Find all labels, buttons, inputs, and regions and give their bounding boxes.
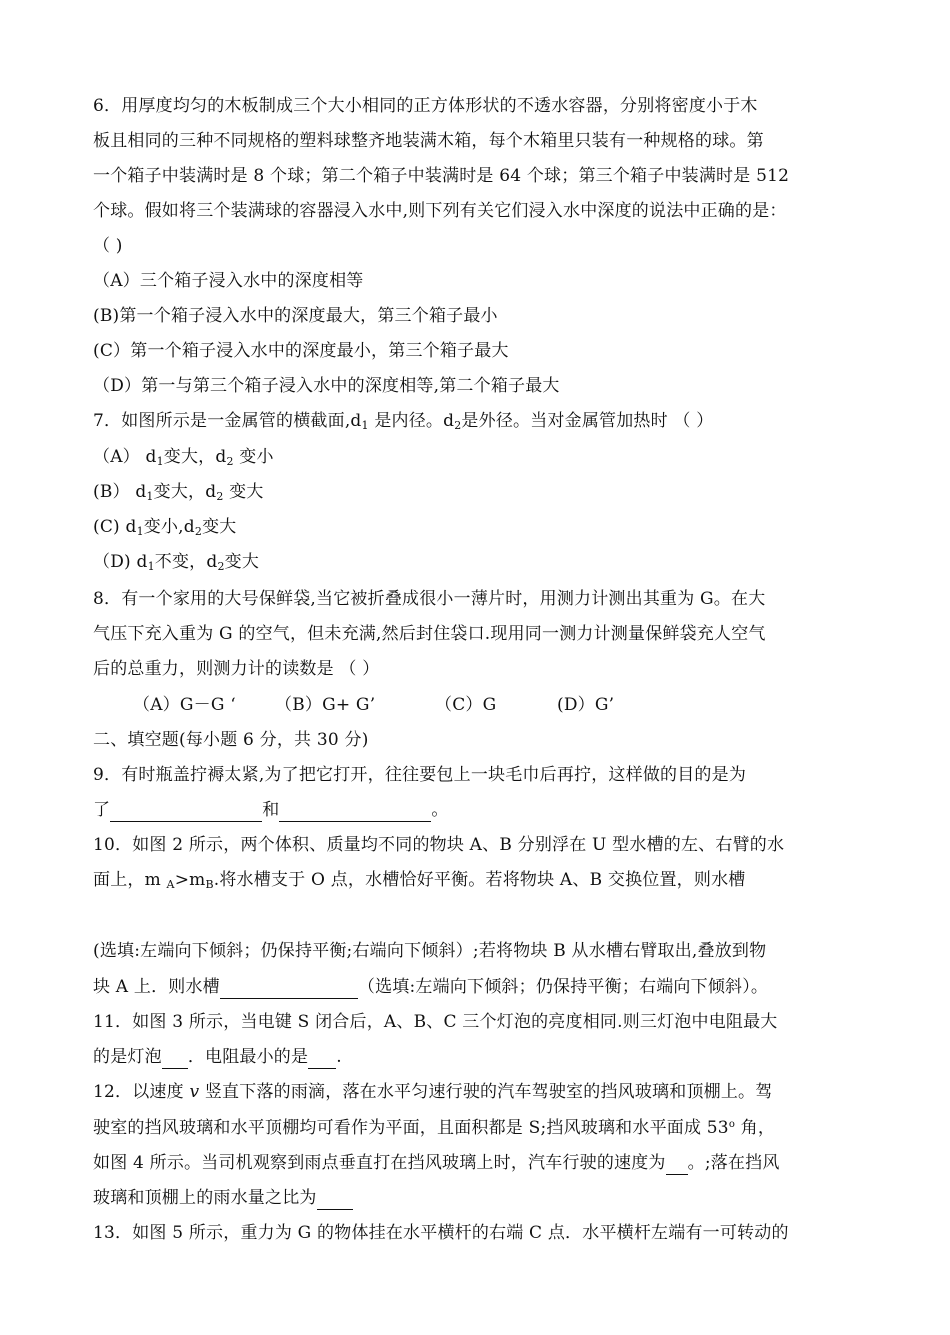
q12-line-3 [93,1152,780,1175]
answer-blank [279,799,431,822]
q12-line-2 [93,1117,775,1139]
q12-text: 玻璃和顶棚上的雨水量之比为 [93,1188,317,1208]
subscript: 1 [147,560,155,573]
q10-text: （选填:左端向下倾斜；仍保持平衡；右端向下倾斜）。 [357,977,769,997]
q7-option-part: 变小 [239,447,274,467]
subscript: 2 [226,455,234,468]
answer-blank [162,1046,188,1069]
q6-line-5: （ ) [93,236,123,256]
q7-stem-part: 7．如图所示是一金属管的横截面,d [93,411,362,431]
q6-option-b: (B)第一个箱子浸入水中的深度最大，第三个箱子最小 [93,306,498,326]
q6-line-2: 板且相同的三种不同规格的塑料球整齐地装满木箱，每个木箱里只装有一种规格的球。第 [93,131,764,151]
q6-option-d: （D）第一与第三个箱子浸入水中的深度相等,第二个箱子最大 [93,376,560,396]
q8-option-c: （C）G [435,695,497,715]
subscript: 2 [194,525,203,538]
section-heading: 二、填空题(每小题 6 分，共 30 分) [93,730,369,750]
q7-stem [93,410,713,432]
subscript: 2 [217,560,225,573]
q12-text: 12．以速度 [93,1082,190,1102]
q7-option-part: (B） d [93,482,147,502]
q12-text: 如图 4 所示。当司机观察到雨点垂直打在挡风玻璃上时，汽车行驶的速度为 [93,1153,666,1173]
q7-option-a [93,446,274,468]
q8-line-2: 气压下充入重为 G 的空气，但未充满,然后封住袋口.现用同一测力计测量保鲜袋充人空气 [93,624,766,644]
q11-line-2 [93,1046,342,1069]
q11-text: . [336,1047,342,1067]
q10-line-2 [93,869,745,891]
q10-text: .将水槽支于 O 点，水槽恰好平衡。若将物块 A、B 交换位置，则水槽 [213,870,746,890]
degree-symbol: o [728,1119,736,1130]
q12-line-1 [93,1081,772,1103]
q7-option-d [93,551,259,573]
q13-line-1: 13．如图 5 所示，重力为 G 的物体挂在水平横杆的右端 C 点．水平横杆左端有一可转动的 [93,1223,789,1243]
q10-line-3: (选填:左端向下倾斜；仍保持平衡;右端向下倾斜）;若将物块 B 从水槽右臂取出,叠放到物 [93,941,767,961]
q8-option-d: (D）G’ [557,695,615,715]
q11-text: ．电阻最小的是 [187,1047,309,1067]
q6-line-4: 个球。假如将三个装满球的容器浸入水中,则下列有关它们浸入水中深度的说法中正确的是： [93,201,787,221]
q7-option-part: (C) d [93,517,137,537]
q6-option-c: (C）第一个箱子浸入水中的深度最小，第三个箱子最大 [93,341,509,361]
velocity-symbol: v [189,1082,200,1102]
q6-line-1: 6．用厚度均匀的木板制成三个大小相同的正方体形状的不透水容器，分别将密度小于木 [93,96,758,116]
q9-text: 。 [431,800,449,820]
q10-text: 面上，m [93,870,167,890]
q7-option-part: 变小,d [143,517,195,537]
q7-option-part: 变大 [224,552,260,572]
q8-line-3: 后的总重力，则测力计的读数是 （ ） [93,659,380,679]
subscript: 1 [146,490,154,503]
q9-text: 和 [262,800,280,820]
subscript: 1 [361,419,369,432]
q11-line-1: 11．如图 3 所示，当电键 S 闭合后，A、B、C 三个灯泡的亮度相同.则三灯泡中电阻最大 [93,1012,778,1032]
q9-text: 了 [93,800,111,820]
q12-text: 角， [735,1118,776,1138]
subscript: 2 [216,490,224,503]
q12-text: 竖直下落的雨滴，落在水平匀速行驶的汽车驾驶室的挡风玻璃和顶棚上。驾 [199,1082,773,1102]
q7-option-b [93,481,264,503]
subscript: A [166,878,175,891]
answer-blank [317,1187,353,1210]
q10-line-4 [93,976,768,999]
answer-blank [666,1152,688,1175]
answer-blank [110,799,262,822]
q7-option-part: （D) d [93,552,148,572]
q12-text: 。;落在挡风 [687,1153,780,1173]
subscript: 1 [136,525,144,538]
q12-text: 驶室的挡风玻璃和水平顶棚均可看作为平面，且面积都是 S;挡风玻璃和水平面成 53 [93,1118,729,1138]
subscript: B [205,878,214,891]
q7-option-c [93,516,236,538]
q10-text: >m [174,870,206,890]
subscript: 1 [156,455,164,468]
q6-line-3: 一个箱子中装满时是 8 个球；第二个箱子中装满时是 64 个球；第三个箱子中装满时是 512 [93,166,790,186]
q7-stem-part: 是内径。d [374,411,455,431]
q7-option-part: 变大，d [153,482,217,502]
q10-text: 块 A 上．则水槽 [93,977,220,997]
q8-line-1: 8．有一个家用的大号保鲜袋,当它被折叠成很小一薄片时，用测力计测出其重为 G。在大 [93,589,766,609]
q7-option-part: 变大 [229,482,264,502]
q6-option-a: （A）三个箱子浸入水中的深度相等 [93,271,364,291]
q7-stem-part: 是外径。当对金属管加热时 （ ） [461,411,714,431]
q8-option-b: （B）G+ G’ [275,695,376,715]
q12-line-4 [93,1187,353,1210]
q7-option-part: （A） d [93,447,157,467]
q7-option-part: 变大，d [163,447,227,467]
subscript: 2 [454,419,462,432]
q11-text: 的是灯泡 [93,1047,162,1067]
q9-line-2 [93,799,449,822]
q8-option-a: （A）G－G ‘ [133,695,236,715]
answer-blank [220,976,358,999]
q7-option-part: 变大 [202,517,237,537]
answer-blank [308,1046,336,1069]
q10-line-1: 10．如图 2 所示，两个体积、质量均不同的物块 A、B 分别浮在 U 型水槽的左、右臂的水 [93,835,785,855]
q9-line-1: 9．有时瓶盖拧褥太紧,为了把它打开，往往要包上一块毛巾后再拧，这样做的目的是为 [93,765,747,785]
q8-options [133,694,614,716]
q7-option-part: 不变，d [154,552,218,572]
